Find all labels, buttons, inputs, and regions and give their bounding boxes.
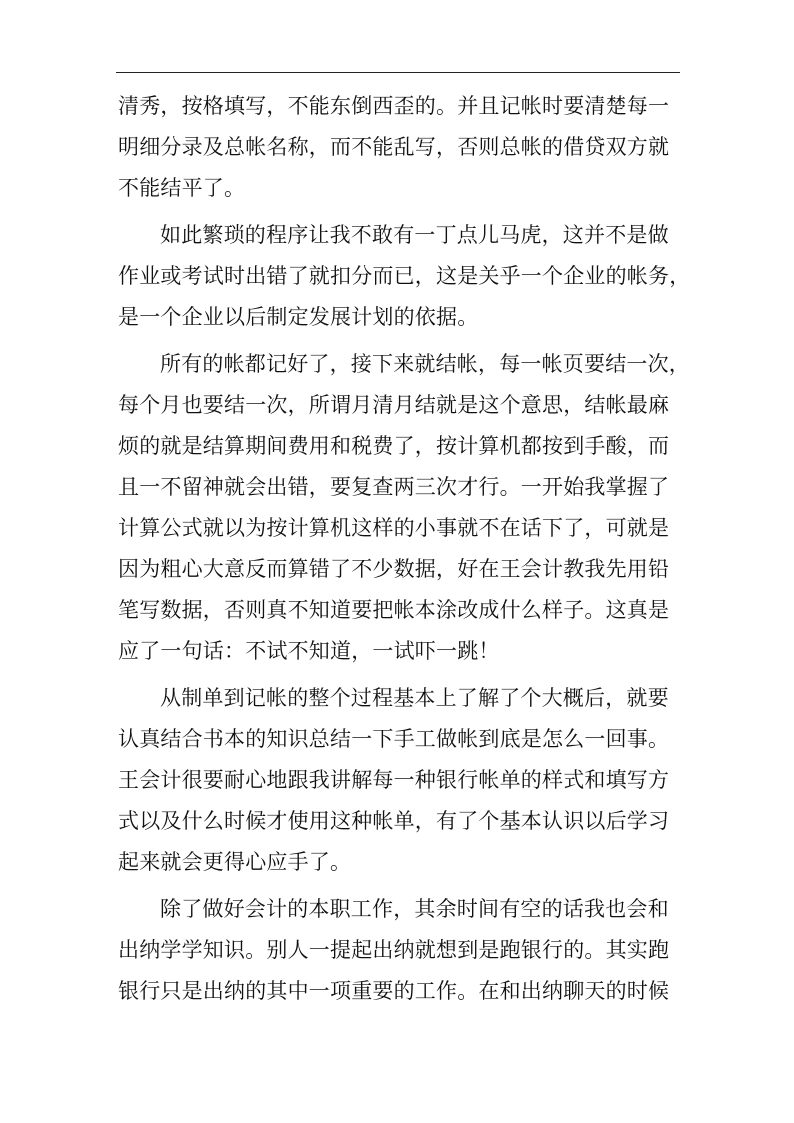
paragraph-2 [118,215,691,338]
paragraph-3 [118,344,690,672]
document-body [118,86,691,1018]
text-line: 认真结合书本的知识总结一下手工做帐到底是怎么一回事。 [118,727,670,751]
text-line: 因为粗心大意反而算错了不少数据，好在王会计教我先用铅 [118,557,670,581]
text-line: 除了做好会计的本职工作，其余时间有空的话我也会和 [160,897,669,921]
text-line: 计算公式就以为按计算机这样的小事就不在话下了，可就是 [118,516,670,540]
text-line: 不能结平了。 [118,176,246,200]
text-line: 清秀，按格填写，不能东倒西歪的。并且记帐时要清楚每一 [118,94,670,118]
text-line: 如此繁琐的程序让我不敢有一丁点儿马虎，这并不是做 [160,223,669,247]
paragraph-1 [118,86,678,209]
text-line: 王会计很要耐心地跟我讲解每一种银行帐单的样式和填写方 [118,768,670,792]
text-line: 起来就会更得心应手了。 [118,850,352,874]
text-line: 应了一句话：不试不知道，一试吓一跳！ [118,639,500,663]
text-line: 所有的帐都记好了，接下来就结帐，每一帐页要结一次， [160,352,690,376]
text-line: 式以及什么时候才使用这种帐单，有了个基本认识以后学习 [118,809,670,833]
text-line: 从制单到记帐的整个过程基本上了解了个大概后，就要 [160,686,669,710]
text-line: 是一个企业以后制定发展计划的依据。 [118,305,479,329]
paragraph-4 [118,678,678,883]
text-line: 每个月也要结一次，所谓月清月结就是这个意思，结帐最麻 [118,393,670,417]
text-line: 作业或考试时出错了就扣分而已，这是关乎一个企业的帐务， [118,264,691,288]
paragraph-5 [118,889,678,1012]
text-line: 银行只是出纳的其中一项重要的工作。在和出纳聊天的时候 [118,979,670,1003]
header-rule [116,72,680,73]
text-line: 明细分录及总帐名称，而不能乱写，否则总帐的借贷双方就 [118,135,670,159]
text-line: 且一不留神就会出错，要复查两三次才行。一开始我掌握了 [118,475,670,499]
text-line: 烦的就是结算期间费用和税费了，按计算机都按到手酸，而 [118,434,670,458]
text-line: 笔写数据，否则真不知道要把帐本涂改成什么样子。这真是 [118,598,670,622]
text-line: 出纳学学知识。别人一提起出纳就想到是跑银行的。其实跑 [118,938,670,962]
